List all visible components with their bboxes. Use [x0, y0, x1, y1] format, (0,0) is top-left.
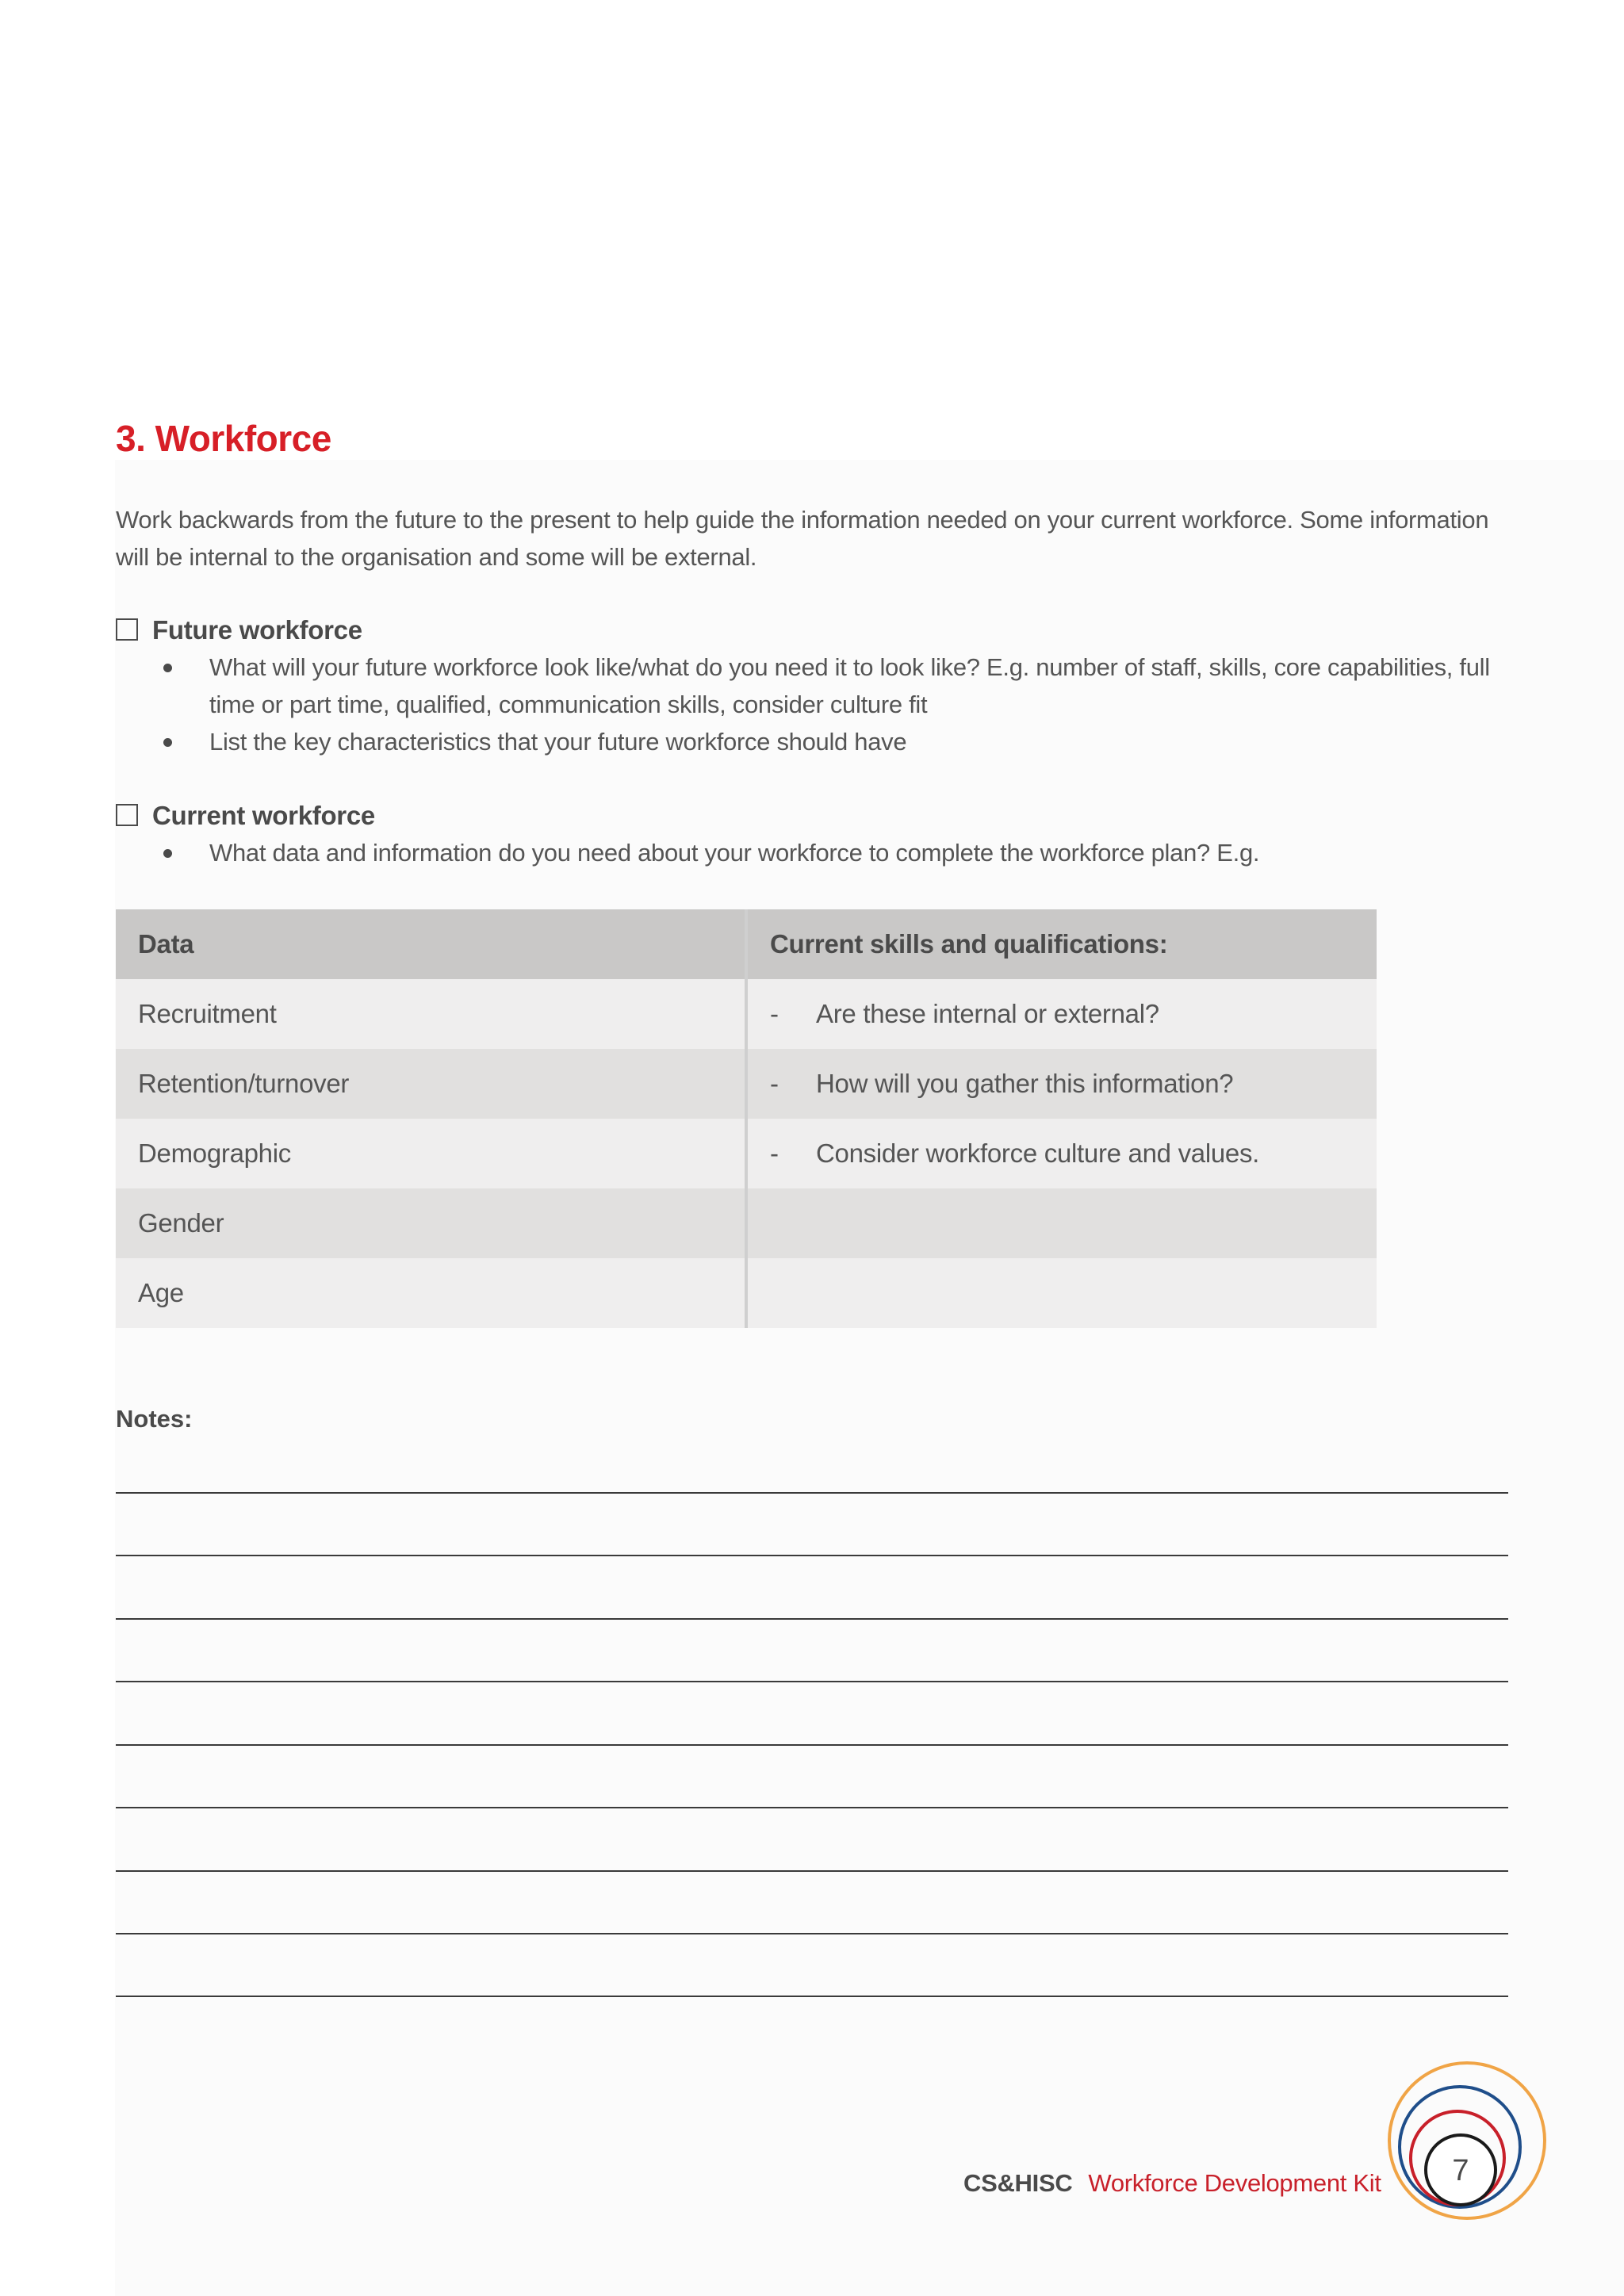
table-row	[116, 979, 1377, 1049]
future-workforce-label: Future workforce	[152, 615, 362, 645]
workforce-data-table	[116, 909, 1377, 1328]
note-text: Are these internal or external?	[816, 999, 1159, 1028]
checkbox-icon[interactable]	[116, 618, 138, 641]
table-cell-data: Age	[116, 1258, 746, 1328]
bullet-text: List the key characteristics that your future workforce should have	[209, 728, 907, 756]
bullet-text: What data and information do you need about your workforce to complete the workforce plan? E.g.	[209, 839, 1260, 867]
table-cell-data: Demographic	[116, 1119, 746, 1188]
note-writing-line[interactable]	[116, 1744, 1508, 1746]
table-cell-note	[746, 979, 1377, 1049]
page-number-logo	[1380, 2053, 1554, 2228]
table-header-row	[116, 909, 1377, 979]
section-title: 3. Workforce	[116, 418, 331, 459]
list-item	[116, 723, 1511, 760]
table-cell-data: Gender	[116, 1188, 746, 1258]
table-cell-note	[746, 1049, 1377, 1119]
circles-logo-icon	[1380, 2053, 1554, 2228]
bullet-icon	[163, 664, 172, 672]
table-row	[116, 1258, 1377, 1328]
page-footer	[963, 2169, 1381, 2198]
intro-paragraph: Work backwards from the future to the present to help guide the information needed on your current workforce. Some information will be internal to the organisation and some will be external.	[116, 506, 1489, 571]
note-text: How will you gather this information?	[816, 1069, 1234, 1098]
current-workforce-bullets	[116, 834, 1511, 871]
note-writing-line[interactable]	[116, 1555, 1508, 1556]
table-cell-note	[746, 1188, 1377, 1258]
dash-marker: -	[770, 999, 779, 1028]
note-text: Consider workforce culture and values.	[816, 1138, 1260, 1168]
table-cell-note	[746, 1119, 1377, 1188]
bullet-icon	[163, 738, 172, 747]
list-item	[116, 834, 1511, 871]
current-workforce-section	[116, 798, 1511, 871]
bullet-icon	[163, 849, 172, 858]
future-workforce-bullets	[116, 649, 1511, 760]
note-writing-line[interactable]	[116, 1996, 1508, 1997]
checkbox-icon[interactable]	[116, 804, 138, 826]
table-cell-note	[746, 1258, 1377, 1328]
dash-marker: -	[770, 1069, 779, 1098]
note-writing-line[interactable]	[116, 1618, 1508, 1620]
note-writing-line[interactable]	[116, 1807, 1508, 1808]
table-row	[116, 1119, 1377, 1188]
note-writing-line[interactable]	[116, 1492, 1508, 1494]
table-row	[116, 1188, 1377, 1258]
footer-brand: CS&HISC	[963, 2169, 1073, 2197]
note-writing-line[interactable]	[116, 1870, 1508, 1872]
table-cell-data: Retention/turnover	[116, 1049, 746, 1119]
dash-marker: -	[770, 1138, 779, 1168]
table-cell-data: Recruitment	[116, 979, 746, 1049]
page-number: 7	[1452, 2154, 1469, 2187]
note-writing-line[interactable]	[116, 1933, 1508, 1934]
current-workforce-heading	[116, 798, 1511, 834]
current-workforce-label: Current workforce	[152, 801, 375, 830]
table-header-skills: Current skills and qualifications:	[746, 909, 1377, 979]
notes-label: Notes:	[116, 1405, 193, 1433]
table-header-data: Data	[116, 909, 746, 979]
list-item	[116, 649, 1511, 723]
table-row	[116, 1049, 1377, 1119]
footer-kit-title: Workforce Development Kit	[1088, 2169, 1381, 2197]
bullet-text: What will your future workforce look like/what do you need it to look like? E.g. number of staff, skills, core capabilities, full time or part time, qualified, communication skills, consider culture fit	[209, 653, 1490, 718]
note-writing-line[interactable]	[116, 1681, 1508, 1682]
future-workforce-section	[116, 612, 1511, 760]
future-workforce-heading	[116, 612, 1511, 649]
